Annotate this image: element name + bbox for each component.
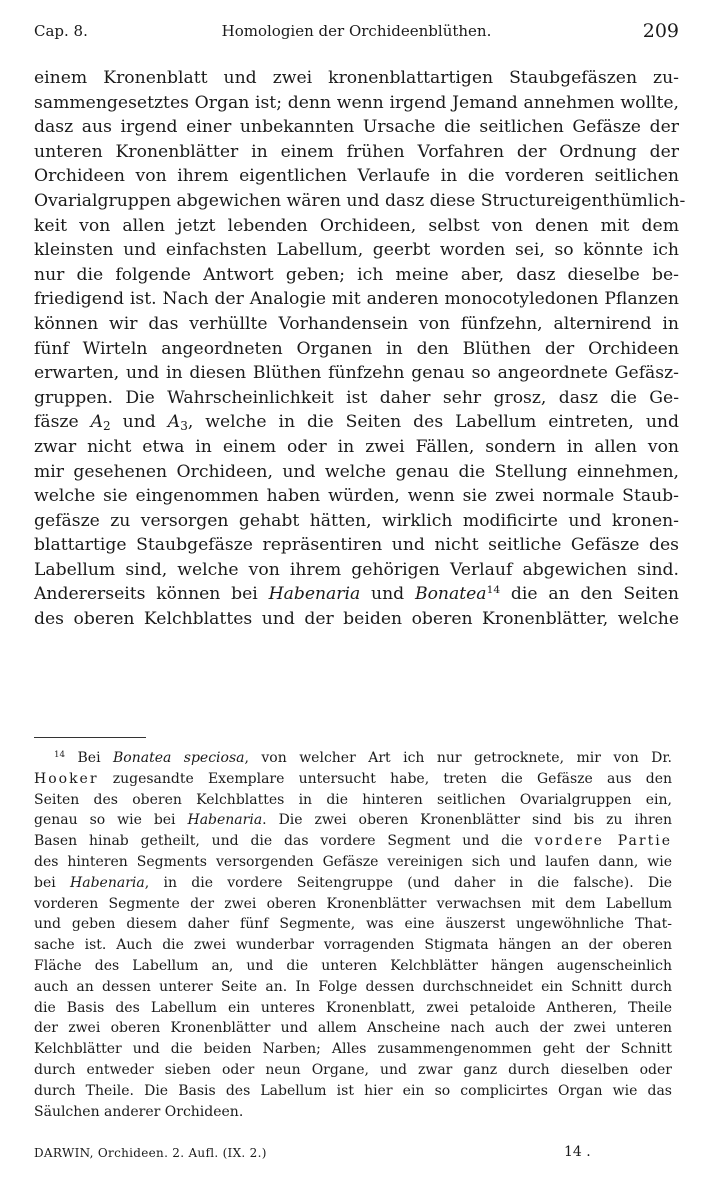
text-line: Ovarialgruppen abgewichen wären und dasz diese Structureigenthümlich- xyxy=(34,190,686,211)
text-line-vessels xyxy=(34,410,679,435)
footnote-separator xyxy=(34,737,146,738)
footnote-line xyxy=(34,748,672,769)
genus-habenaria: Habenaria xyxy=(187,812,263,829)
text-line: einem Kronenblatt und zwei kronenblattartigen Staubgefäszen zu- xyxy=(34,68,679,88)
text-fragment: Andererseits können bei xyxy=(34,584,269,605)
running-header xyxy=(34,22,679,48)
text-line: kleinsten und einfachsten Labellum, geerbt worden sei, so könnte ich xyxy=(34,240,679,261)
footnote-line: Kelchblätter und die beiden Narben; Alles zusammengenommen geht der Schnitt xyxy=(34,1041,672,1058)
text-line: gruppen. Die Wahrscheinlichkeit ist daher sehr grosz, dasz die Ge- xyxy=(34,387,679,408)
text-line: des oberen Kelchblattes und der beiden oberen Kronenblätter, welche xyxy=(34,609,679,630)
text-fragment: , welche in die Seiten des Labellum eintreten, und xyxy=(187,412,679,433)
text-line: können wir das verhüllte Vorhandensein von fünfzehn, alternirend in xyxy=(34,313,679,334)
text-fragment: bei xyxy=(34,874,71,891)
footnote-line: auch an dessen unterer Seite an. In Folge dessen durchschneidet ein Schnitt durch xyxy=(34,978,672,995)
text-line: erwarten, und in diesen Blüthen fünfzehn genau so angeordnete Gefäsz- xyxy=(34,363,679,384)
text-fragment: genau so wie bei xyxy=(34,812,188,829)
text-line: Orchideen von ihrem eigentlichen Verlaufe in die vorderen seitlichen xyxy=(34,166,679,187)
text-line: unteren Kronenblätter in einem frühen Vorfahren der Ordnung der xyxy=(34,141,679,162)
footnote-line: Fläche des Labellum an, und die unteren Kelchblätter hängen augenscheinlich xyxy=(34,957,672,974)
footnote-line xyxy=(34,769,672,790)
text-line: sammengesetztes Organ ist; denn wenn irgend Jemand annehmen wollte, xyxy=(34,92,679,113)
page-number: 209 xyxy=(642,20,679,42)
text-fragment: und xyxy=(360,584,415,605)
footnote-line: der zwei oberen Kronenblätter und allem Anscheine nach auch der zwei unteren xyxy=(34,1020,672,1037)
footnote-line: durch Theile. Die Basis des Labellum ist hier ein so complicirtes Organ wie das xyxy=(34,1082,672,1099)
text-line: mir gesehenen Orchideen, und welche genau die Stellung einnehmen, xyxy=(34,461,679,482)
footnote-line: durch entweder sieben oder neun Organe, und zwar ganz durch dieselben oder xyxy=(34,1061,672,1078)
text-fragment: Bei xyxy=(65,750,113,766)
text-line: blattartige Staubgefäsze repräsentiren und nicht seitliche Gefäsze des xyxy=(34,535,679,556)
text-line: welche sie eingenommen haben würden, wenn sie zwei normale Staub- xyxy=(34,486,679,507)
footnote-line: des hinteren Segments versorgenden Gefäsze vereinigen sich und laufen dann, wie xyxy=(34,853,672,870)
footnote-line: Seiten des oberen Kelchblattes in die hinteren seitlichen Ovarialgruppen ein, xyxy=(34,791,672,808)
footnote-line: vorderen Segmente der zwei oberen Kronenblätter verwachsen mit dem Labellum xyxy=(34,895,672,912)
footnote-line: die Basis des Labellum ein unteres Kronenblatt, zwei petaloide Antheren, Theile xyxy=(34,999,672,1016)
species-name: Bonatea speciosa xyxy=(113,750,245,766)
footnote xyxy=(34,748,672,1122)
text-line: gefäsze zu versorgen gehabt hätten, wirklich modificirte und kronen- xyxy=(34,510,679,531)
footnote-line xyxy=(34,873,672,894)
main-text xyxy=(34,66,686,632)
emphasized-phrase: vordere Partie xyxy=(534,833,672,850)
signature-mark: 14 . xyxy=(564,1144,591,1160)
person-name-hooker: Hooker xyxy=(34,770,99,787)
footnote-line xyxy=(34,810,672,831)
text-line: keit von allen jetzt lebenden Orchideen, selbst von denen mit dem xyxy=(34,215,679,236)
text-fragment: Basen hinab getheilt, und die das vordere Segment und die xyxy=(34,833,535,850)
footnote-line xyxy=(34,831,672,852)
vessel-a2-letter: A xyxy=(90,412,104,433)
text-line: friedigend ist. Nach der Analogie mit anderen monocotyledonen Pflanzen xyxy=(34,289,679,310)
text-fragment: , von welcher Art ich nur getrocknete, mir von Dr. xyxy=(244,750,673,766)
footer-citation: DARWIN, Orchideen. 2. Aufl. (IX. 2.) xyxy=(34,1146,267,1160)
footnote-mark: 14 xyxy=(54,750,66,761)
text-line: dasz aus irgend einer unbekannten Ursache die seitlichen Gefäsze der xyxy=(34,117,679,138)
text-fragment: und xyxy=(110,412,168,433)
text-fragment: zugesandte Exemplare untersucht habe, treten die Gefäsze aus den xyxy=(98,770,672,787)
footnote-line: Säulchen anderer Orchideen. xyxy=(34,1103,244,1120)
text-line-genera xyxy=(34,582,679,607)
vessel-a3-subscript: 3 xyxy=(180,419,188,434)
footnote-line: sache ist. Auch die zwei wunderbar vorragenden Stigmata hängen an der oberen xyxy=(34,937,672,954)
text-fragment: . Die zwei oberen Kronenblätter sind bis zu ihren xyxy=(262,812,672,829)
chapter-label: Cap. 8. xyxy=(34,22,88,40)
genus-bonatea: Bonatea xyxy=(414,584,487,605)
text-fragment: die an den Seiten xyxy=(500,584,679,605)
running-title: Homologien der Orchideenblüthen. xyxy=(221,22,492,40)
text-fragment: , in die vordere Seitengruppe (und daher in die falsche). Die xyxy=(144,874,672,891)
vessel-a3-letter: A xyxy=(167,412,181,433)
footnote-line: und geben diesem daher fünf Segmente, was eine äuszerst ungewöhnliche That- xyxy=(34,916,672,933)
text-line: nur die folgende Antwort geben; ich meine aber, dasz dieselbe be- xyxy=(34,264,679,285)
text-line: Labellum sind, welche von ihrem gehörigen Verlauf abgewichen sind. xyxy=(34,559,679,580)
genus-habenaria: Habenaria xyxy=(268,584,361,605)
genus-habenaria: Habenaria xyxy=(70,874,145,891)
text-line: fünf Wirteln angeordneten Organen in den Blüthen der Orchideen xyxy=(34,338,679,359)
text-line: zwar nicht etwa in einem oder in zwei Fällen, sondern in allen von xyxy=(34,436,679,457)
vessel-a2-subscript: 2 xyxy=(103,419,111,434)
footnote-reference: 14 xyxy=(486,583,501,597)
text-fragment: fäsze xyxy=(34,412,91,433)
